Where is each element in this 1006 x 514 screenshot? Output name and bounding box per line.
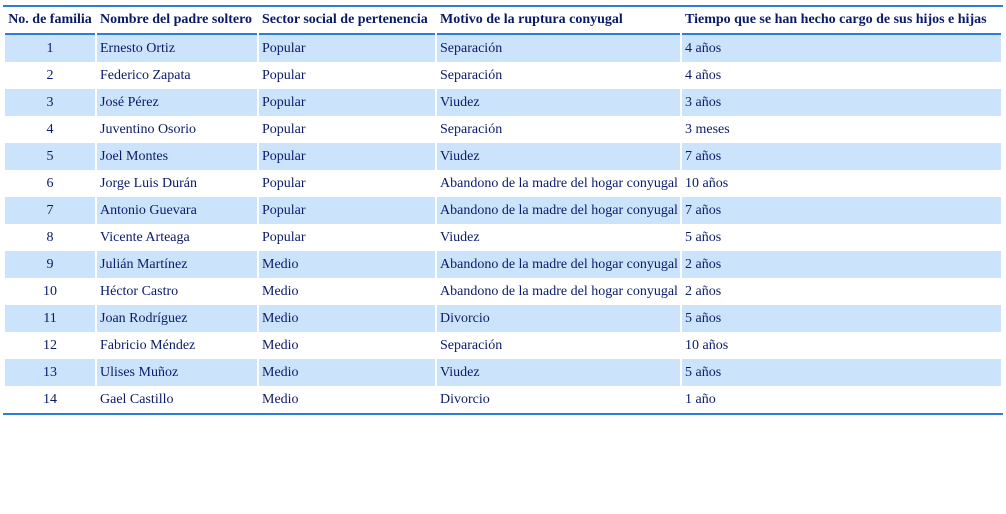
header-family-number: No. de familia [5, 7, 95, 35]
cell-social-sector: Medio [259, 251, 435, 278]
header-breakup-reason: Motivo de la ruptura conyugal [437, 7, 680, 35]
cell-breakup-reason: Abandono de la madre del hogar conyugal [437, 278, 680, 305]
cell-family-number: 13 [5, 359, 95, 386]
cell-breakup-reason: Viudez [437, 359, 680, 386]
cell-breakup-reason: Abandono de la madre del hogar conyugal [437, 170, 680, 197]
cell-breakup-reason: Viudez [437, 143, 680, 170]
cell-family-number: 12 [5, 332, 95, 359]
cell-father-name: Joan Rodríguez [97, 305, 257, 332]
table-row [5, 143, 1001, 170]
cell-family-number: 1 [5, 35, 95, 62]
cell-family-number: 7 [5, 197, 95, 224]
table-row [5, 251, 1001, 278]
cell-breakup-reason: Divorcio [437, 305, 680, 332]
cell-social-sector: Medio [259, 305, 435, 332]
cell-custody-time: 3 meses [682, 116, 1001, 143]
cell-social-sector: Popular [259, 89, 435, 116]
cell-family-number: 8 [5, 224, 95, 251]
cell-family-number: 6 [5, 170, 95, 197]
cell-breakup-reason: Separación [437, 62, 680, 89]
cell-social-sector: Popular [259, 143, 435, 170]
cell-father-name: Federico Zapata [97, 62, 257, 89]
cell-father-name: Juventino Osorio [97, 116, 257, 143]
table-row [5, 170, 1001, 197]
table-body [5, 35, 1001, 413]
cell-father-name: Julián Martínez [97, 251, 257, 278]
cell-breakup-reason: Viudez [437, 224, 680, 251]
cell-custody-time: 5 años [682, 359, 1001, 386]
table-row [5, 35, 1001, 62]
cell-family-number: 2 [5, 62, 95, 89]
cell-family-number: 3 [5, 89, 95, 116]
cell-father-name: Ernesto Ortiz [97, 35, 257, 62]
cell-breakup-reason: Abandono de la madre del hogar conyugal [437, 197, 680, 224]
cell-custody-time: 2 años [682, 251, 1001, 278]
cell-social-sector: Popular [259, 35, 435, 62]
table-header-row [5, 7, 1001, 35]
header-social-sector: Sector social de pertenencia [259, 7, 435, 35]
cell-father-name: Antonio Guevara [97, 197, 257, 224]
table-row [5, 332, 1001, 359]
cell-custody-time: 4 años [682, 62, 1001, 89]
cell-social-sector: Medio [259, 359, 435, 386]
cell-social-sector: Popular [259, 116, 435, 143]
cell-family-number: 10 [5, 278, 95, 305]
table-row [5, 62, 1001, 89]
cell-social-sector: Popular [259, 224, 435, 251]
cell-custody-time: 5 años [682, 224, 1001, 251]
cell-social-sector: Popular [259, 62, 435, 89]
cell-custody-time: 5 años [682, 305, 1001, 332]
cell-custody-time: 4 años [682, 35, 1001, 62]
cell-father-name: Ulises Muñoz [97, 359, 257, 386]
table-row [5, 224, 1001, 251]
table-row [5, 278, 1001, 305]
single-fathers-table [3, 5, 1003, 415]
cell-custody-time: 2 años [682, 278, 1001, 305]
cell-father-name: Jorge Luis Durán [97, 170, 257, 197]
table-row [5, 89, 1001, 116]
cell-father-name: Fabricio Méndez [97, 332, 257, 359]
cell-social-sector: Medio [259, 332, 435, 359]
cell-breakup-reason: Viudez [437, 89, 680, 116]
cell-social-sector: Medio [259, 386, 435, 413]
cell-social-sector: Popular [259, 170, 435, 197]
header-father-name: Nombre del padre soltero [97, 7, 257, 35]
cell-family-number: 4 [5, 116, 95, 143]
cell-family-number: 11 [5, 305, 95, 332]
table-row [5, 305, 1001, 332]
cell-breakup-reason: Abandono de la madre del hogar conyugal [437, 251, 680, 278]
cell-custody-time: 3 años [682, 89, 1001, 116]
cell-father-name: Joel Montes [97, 143, 257, 170]
cell-social-sector: Medio [259, 278, 435, 305]
cell-custody-time: 7 años [682, 197, 1001, 224]
cell-family-number: 9 [5, 251, 95, 278]
cell-father-name: Vicente Arteaga [97, 224, 257, 251]
cell-father-name: Héctor Castro [97, 278, 257, 305]
cell-father-name: Gael Castillo [97, 386, 257, 413]
cell-breakup-reason: Separación [437, 116, 680, 143]
cell-breakup-reason: Separación [437, 332, 680, 359]
table-row [5, 116, 1001, 143]
table-row [5, 359, 1001, 386]
cell-custody-time: 10 años [682, 332, 1001, 359]
cell-father-name: José Pérez [97, 89, 257, 116]
cell-custody-time: 1 año [682, 386, 1001, 413]
cell-custody-time: 7 años [682, 143, 1001, 170]
cell-breakup-reason: Divorcio [437, 386, 680, 413]
cell-family-number: 5 [5, 143, 95, 170]
table-row [5, 197, 1001, 224]
cell-family-number: 14 [5, 386, 95, 413]
header-custody-time: Tiempo que se han hecho cargo de sus hijos e hijas [682, 7, 1001, 35]
cell-social-sector: Popular [259, 197, 435, 224]
cell-custody-time: 10 años [682, 170, 1001, 197]
table-container [5, 5, 1001, 415]
cell-breakup-reason: Separación [437, 35, 680, 62]
table-row [5, 386, 1001, 413]
